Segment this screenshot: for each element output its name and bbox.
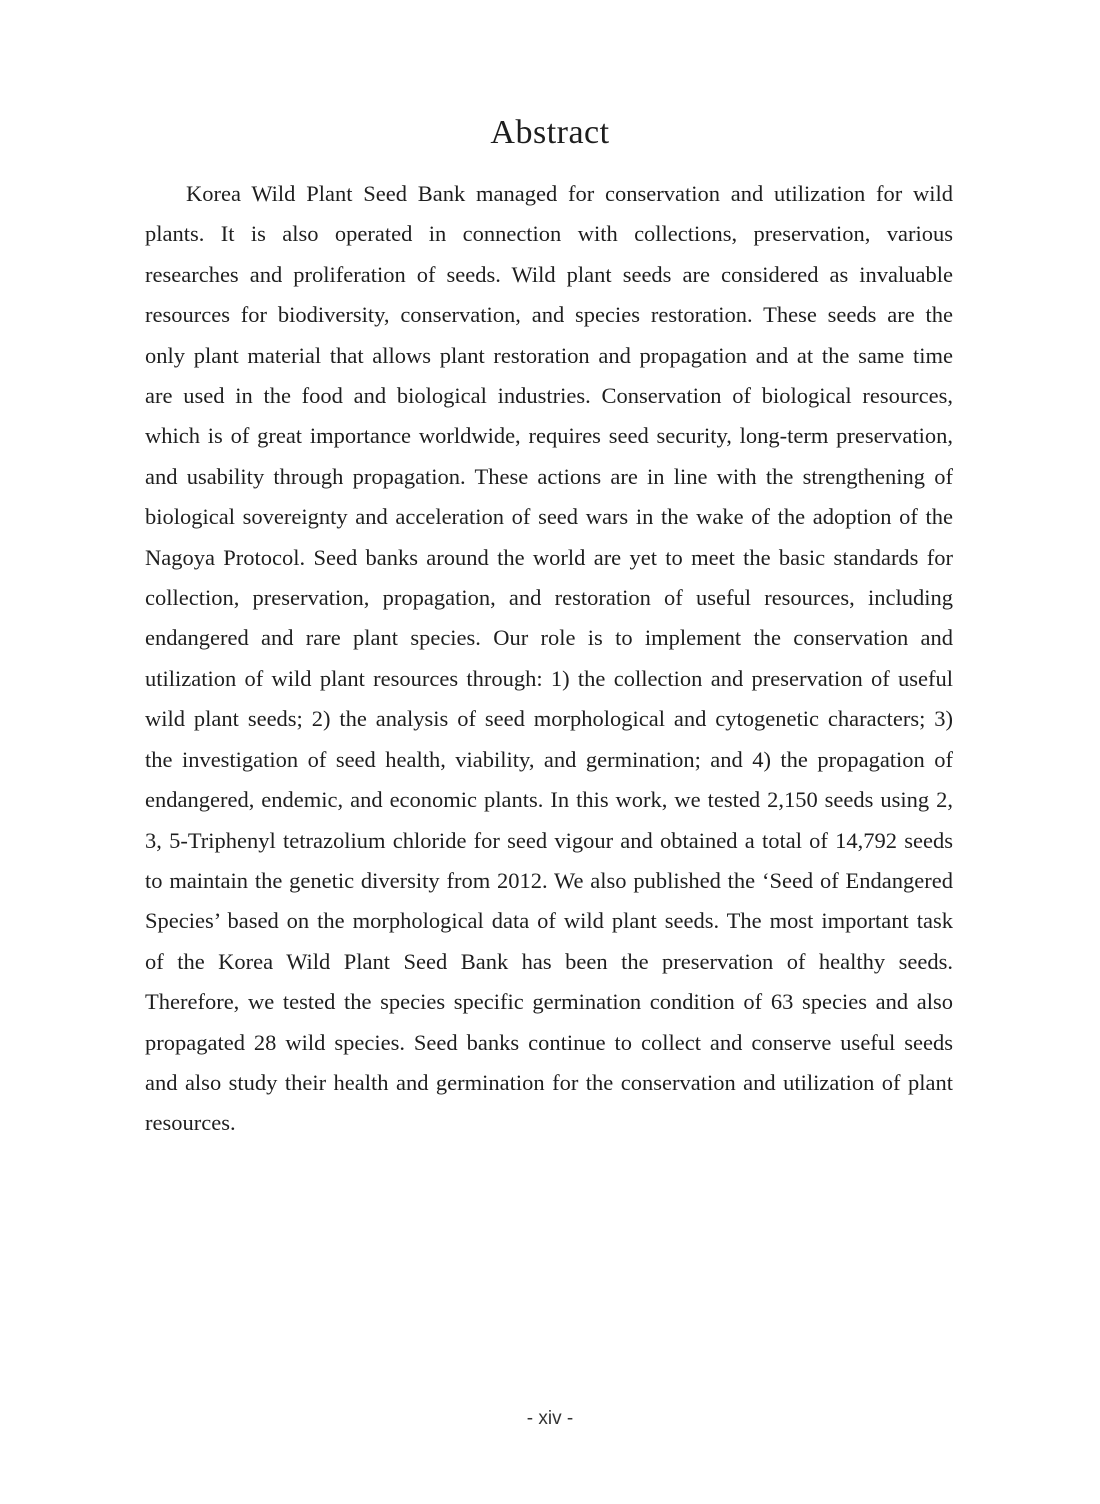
abstract-paragraph: Korea Wild Plant Seed Bank managed for conservation and utilization for wild plants. It is also operated in connection with collections, preservation, various researches and proliferation of seeds. Wild plant seeds are considered as invaluable resources for biodiversity, conservation, and species restoration. These seeds are the only plant material that allows plant restoration and propagation and at the same time are used in the food and biological industries. Conservation of biological resources, which is of great importance worldwide, requires seed security, long-term preservation, and usability through propagation. These actions are in line with the strengthening of biological sovereignty and acceleration of seed wars in the wake of the adoption of the Nagoya Protocol. Seed banks around the world are yet to meet the basic standards for collection, preservation, propagation, and restoration of useful resources, including endangered and rare plant species. Our role is to implement the conservation and utilization of wild plant resources through: 1) the collection and preservation of useful wild plant seeds; 2) the analysis of seed morphological and cytogenetic characters; 3) the investigation of seed health, viability, and germination; and 4) the propagation of endangered, endemic, and economic plants. In this work, we tested 2,150 seeds using 2, 3, 5-Triphenyl tetrazolium chloride for seed vigour and obtained a total of 14,792 seeds to maintain the genetic diversity from 2012. We also published the ‘Seed of Endangered Species’ based on the morphological data of wild plant seeds. The most important task of the Korea Wild Plant Seed Bank has been the preservation of healthy seeds. Therefore, we tested the species specific germination condition of 63 species and also propagated 28 wild species. Seed banks continue to collect and conserve useful seeds and also study their health and germination for the conservation and utilization of plant resources. <box>145 181 953 1136</box>
page-title: Abstract <box>490 114 610 151</box>
page-number: - xiv - <box>526 1408 574 1429</box>
